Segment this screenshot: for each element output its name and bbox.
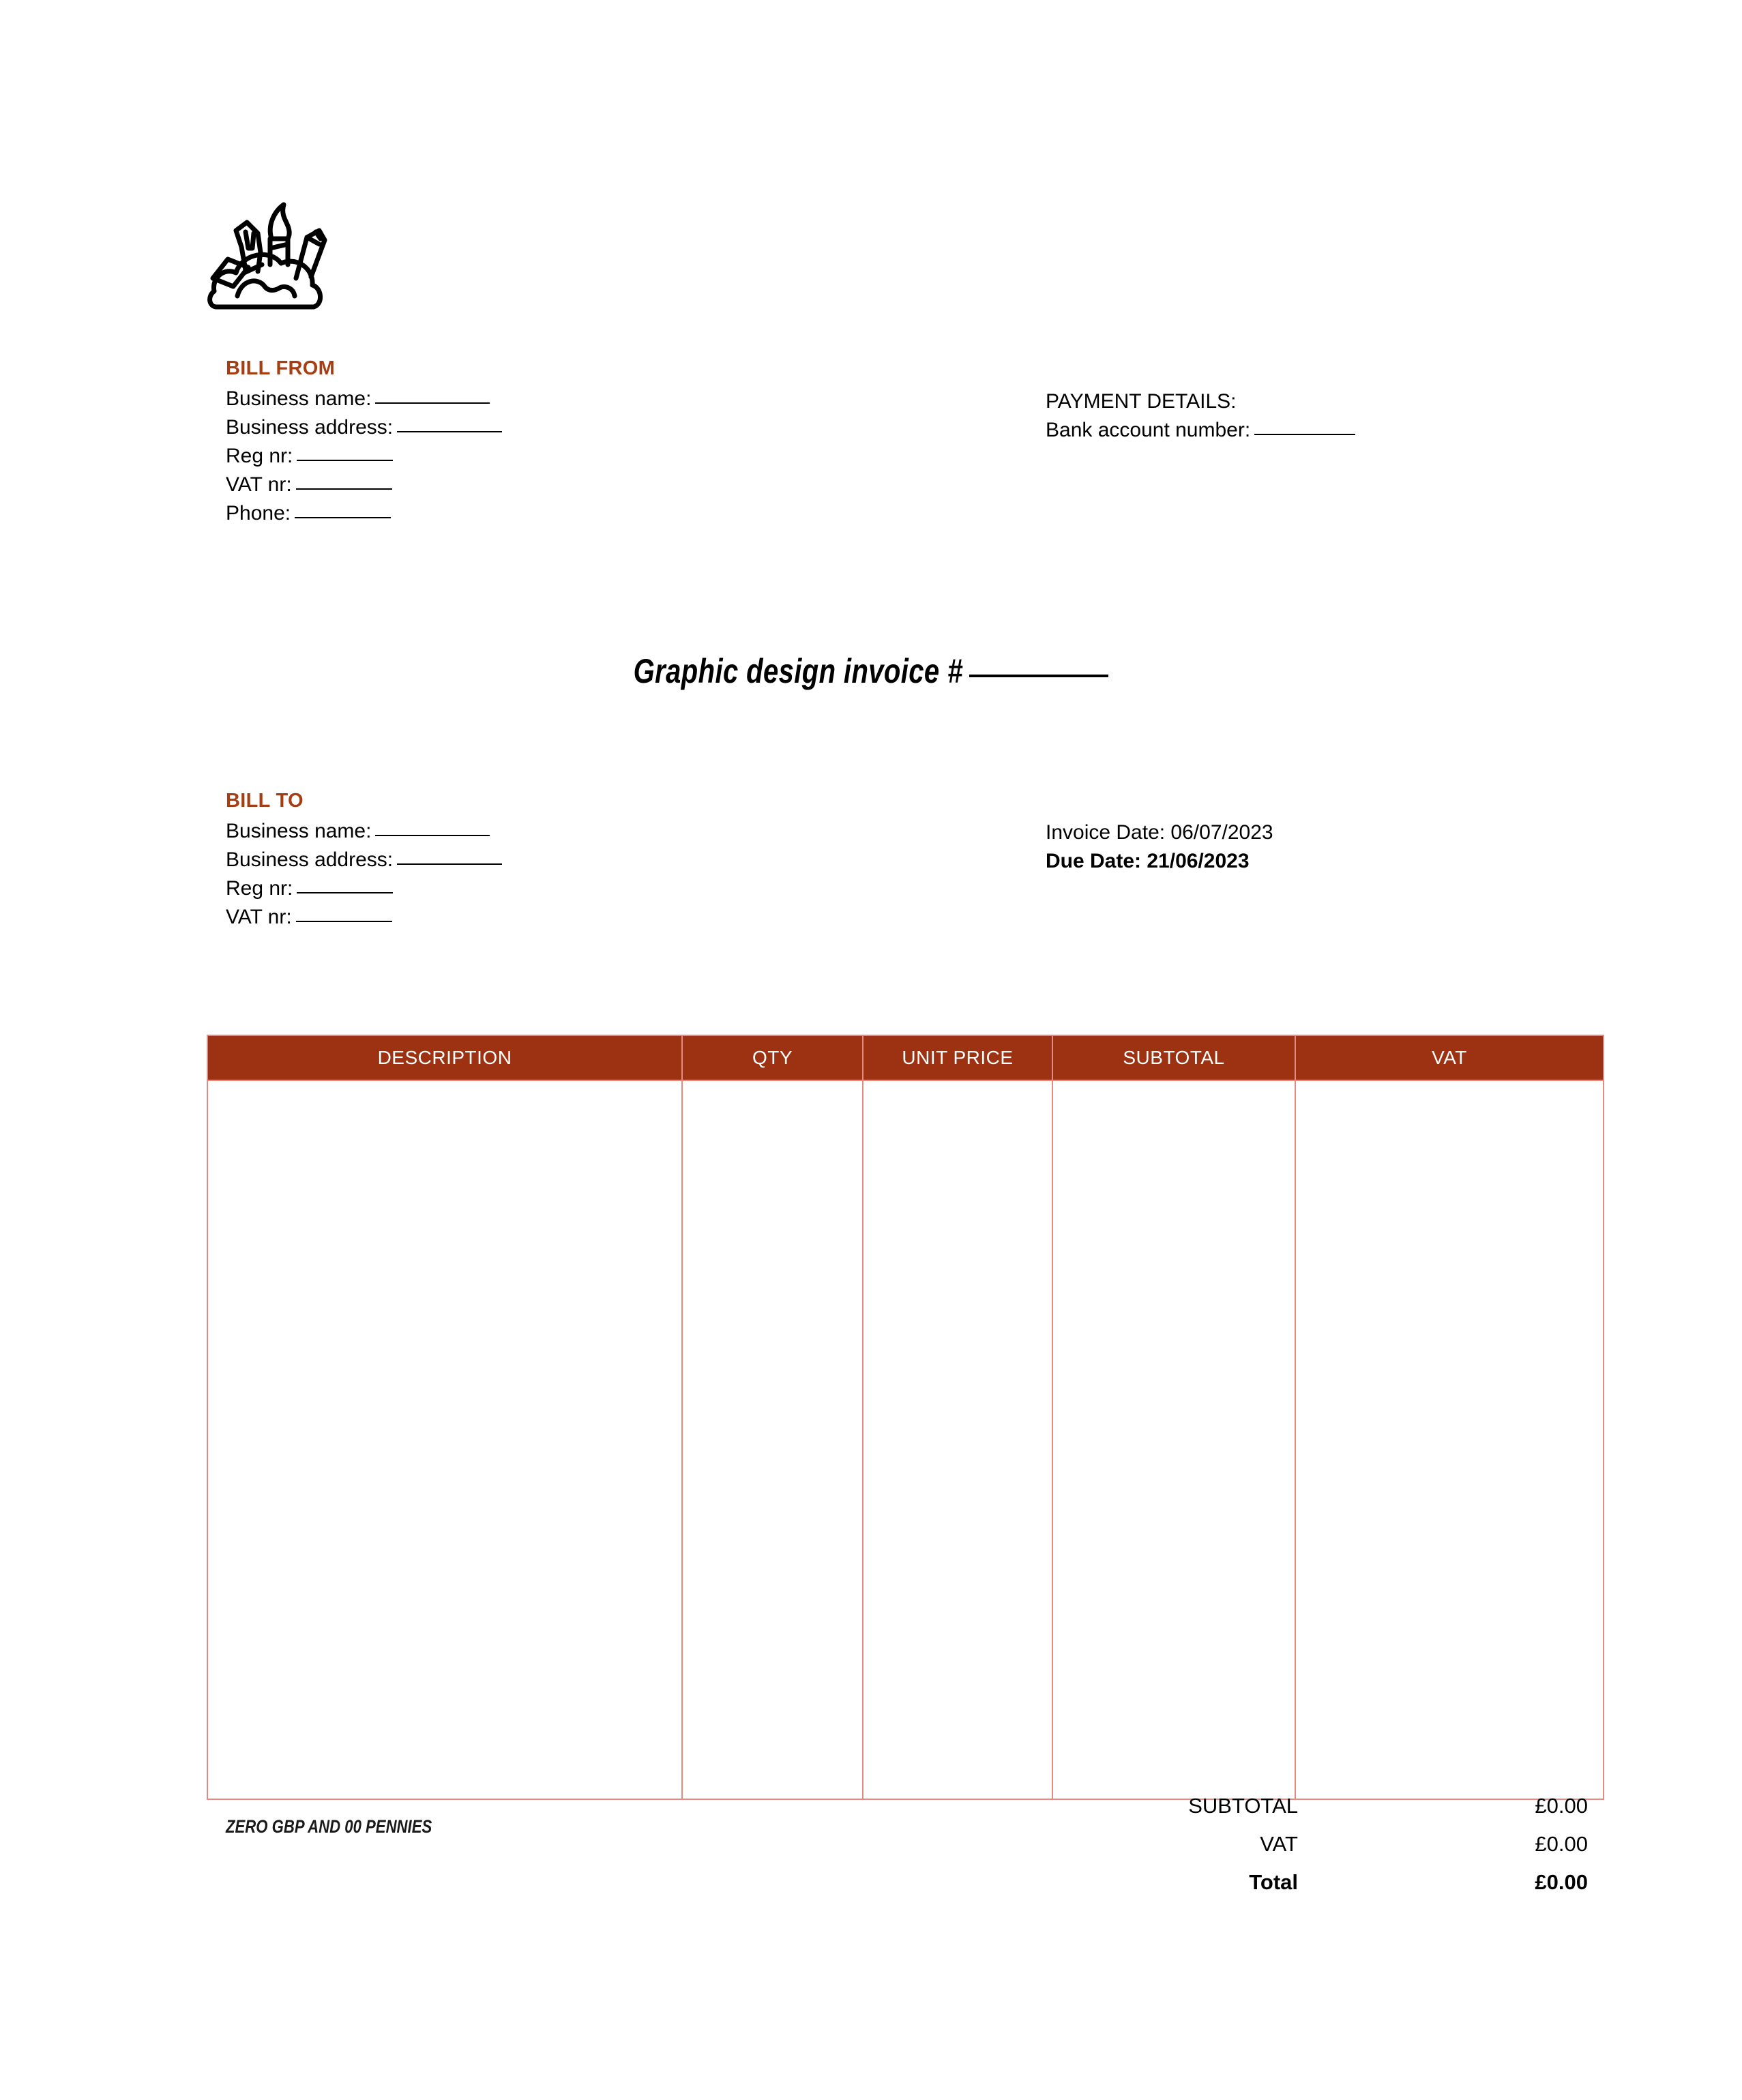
bill-to-field-row: [226, 817, 502, 846]
page-title-text: Graphic design invoice #: [633, 652, 963, 690]
payment-field-row: [1046, 416, 1355, 445]
totals-label: SUBTOTAL: [1188, 1794, 1298, 1818]
bill-from-fields: [226, 385, 502, 528]
payment-details-section: [1046, 387, 1355, 445]
cloud-with-art-tools-icon: [205, 196, 341, 319]
line-items-table: [207, 1035, 1604, 1800]
totals-value: £0.00: [1535, 1794, 1588, 1818]
bill-from-field-row: [226, 413, 502, 442]
bill-to-field-input[interactable]: [296, 921, 392, 922]
totals-value: £0.00: [1535, 1832, 1588, 1856]
table-header-row: [207, 1035, 1604, 1080]
bill-from-field-row: [226, 442, 502, 471]
totals-row: [1046, 1870, 1589, 1908]
bill-to-section: [226, 790, 502, 932]
table-row: [207, 1080, 1604, 1799]
totals-row: [1046, 1832, 1589, 1870]
totals-value: £0.00: [1535, 1870, 1588, 1894]
bill-to-field-row: [226, 903, 502, 932]
bill-from-field-input[interactable]: [397, 431, 502, 432]
payment-details-heading: PAYMENT DETAILS:: [1046, 390, 1237, 413]
payment-details-fields: [1046, 416, 1355, 445]
bill-to-field-input[interactable]: [397, 863, 502, 865]
bill-from-field-label: Phone:: [226, 502, 291, 525]
bill-to-field-input[interactable]: [375, 835, 490, 836]
bill-to-field-label: Business address:: [226, 848, 394, 872]
bill-to-field-label: VAT nr:: [226, 906, 292, 929]
bill-to-field-input[interactable]: [297, 892, 393, 893]
totals-label: VAT: [1260, 1832, 1298, 1856]
table-body: [207, 1080, 1604, 1799]
payment-field-input[interactable]: [1254, 434, 1355, 435]
bill-to-field-label: Reg nr:: [226, 877, 293, 900]
bill-from-field-label: VAT nr:: [226, 473, 292, 497]
bill-from-heading: BILL FROM: [226, 357, 336, 379]
cell-description[interactable]: [207, 1080, 682, 1799]
cell-vat[interactable]: [1295, 1080, 1604, 1799]
column-header-unit-price: UNIT PRICE: [863, 1035, 1052, 1080]
amount-in-words: ZERO GBP AND 00 PENNIES: [226, 1816, 432, 1837]
totals-row: [1046, 1794, 1589, 1832]
bill-from-section: [226, 357, 502, 528]
bill-from-field-row: [226, 499, 502, 528]
bill-from-field-label: Business address:: [226, 416, 394, 439]
bill-from-field-input[interactable]: [296, 488, 392, 490]
cell-qty[interactable]: [682, 1080, 863, 1799]
bill-to-field-label: Business name:: [226, 820, 372, 843]
bill-to-fields: [226, 817, 502, 932]
bill-from-field-input[interactable]: [375, 402, 490, 404]
bill-from-field-row: [226, 385, 502, 413]
due-date: Due Date: 21/06/2023: [1046, 850, 1250, 872]
bill-from-field-label: Reg nr:: [226, 445, 293, 468]
invoice-dates: [1046, 818, 1273, 876]
invoice-date: Invoice Date: 06/07/2023: [1046, 821, 1273, 844]
totals-label: Total: [1249, 1870, 1298, 1894]
bill-to-heading: BILL TO: [226, 790, 304, 812]
company-logo: [205, 196, 341, 319]
cell-subtotal[interactable]: [1052, 1080, 1295, 1799]
column-header-qty: QTY: [682, 1035, 863, 1080]
bill-from-field-row: [226, 471, 502, 499]
bill-to-field-row: [226, 874, 502, 903]
bill-from-field-label: Business name:: [226, 387, 372, 411]
bill-to-field-row: [226, 846, 502, 874]
bill-from-field-input[interactable]: [297, 460, 393, 461]
totals-section: [1046, 1794, 1589, 1908]
bill-from-field-input[interactable]: [295, 517, 391, 518]
cell-unit-price[interactable]: [863, 1080, 1052, 1799]
invoice-number-blank[interactable]: [969, 675, 1108, 677]
column-header-subtotal: SUBTOTAL: [1052, 1035, 1295, 1080]
column-header-vat: VAT: [1295, 1035, 1604, 1080]
page-title: [174, 651, 1567, 691]
column-header-description: DESCRIPTION: [207, 1035, 682, 1080]
payment-field-label: Bank account number:: [1046, 419, 1251, 441]
